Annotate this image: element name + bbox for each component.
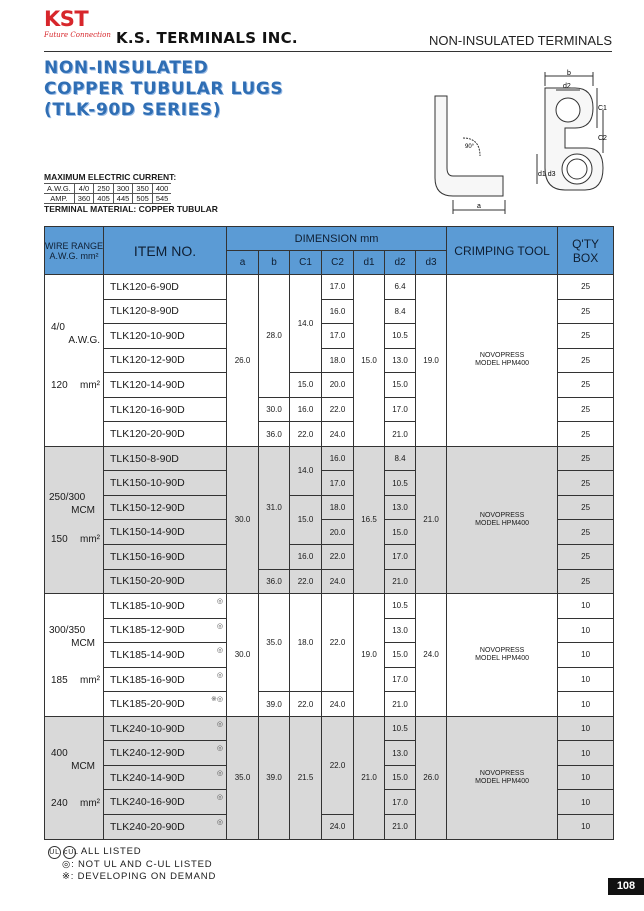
dim-b: 31.0 bbox=[259, 446, 290, 569]
item-no: TLK120-12-90D bbox=[104, 348, 227, 373]
title-line-2: COPPER TUBULAR LUGS bbox=[44, 79, 284, 99]
item-no bbox=[104, 765, 227, 790]
item-no bbox=[104, 815, 227, 840]
dim-c1: 16.0 bbox=[290, 397, 322, 422]
section-name: NON-INSULATED TERMINALS bbox=[429, 33, 612, 48]
company-name: K.S. TERMINALS INC. bbox=[116, 29, 298, 47]
dim-label-d1d3: d1 d3 bbox=[538, 171, 556, 178]
dim-label-b: b bbox=[567, 70, 571, 77]
tool-model: MODEL HPM400 bbox=[475, 777, 529, 785]
dim-c2: 17.0 bbox=[322, 275, 354, 300]
dim-c1: 18.0 bbox=[290, 594, 322, 692]
tool-name: NOVOPRESS bbox=[479, 352, 525, 360]
dim-c2: 22.0 bbox=[322, 594, 354, 692]
not-listed-mark: ◎ bbox=[216, 720, 223, 728]
dim-b: 39.0 bbox=[259, 692, 290, 717]
item-no: TLK150-12-90D bbox=[104, 495, 227, 520]
dim-c2: 22.0 bbox=[322, 716, 354, 814]
dim-b: 30.0 bbox=[259, 397, 290, 422]
dim-c1: 16.0 bbox=[290, 545, 322, 570]
title-line-3: (TLK-90D SERIES) bbox=[44, 100, 222, 120]
wire-mm-unit: mm² bbox=[80, 797, 100, 809]
item-no: TLK120-16-90D bbox=[104, 397, 227, 422]
product-table bbox=[44, 226, 614, 840]
qty: 25 bbox=[558, 275, 614, 300]
qty: 10 bbox=[558, 692, 614, 717]
dim-d1: 21.0 bbox=[354, 716, 385, 839]
tool-name: NOVOPRESS bbox=[479, 769, 525, 777]
awg-value: 350 bbox=[133, 184, 153, 194]
not-listed-mark: ◎ bbox=[216, 622, 223, 630]
amp-value: 545 bbox=[152, 194, 171, 204]
qty: 10 bbox=[558, 643, 614, 668]
not-listed-mark: ◎ bbox=[216, 647, 223, 655]
item-no bbox=[104, 790, 227, 815]
header-wire-range: WIRE RANGE A.W.G. mm² bbox=[45, 227, 104, 275]
item-no: TLK120-10-90D bbox=[104, 324, 227, 349]
dim-d2: 10.5 bbox=[385, 324, 416, 349]
not-listed-mark: ◎ bbox=[216, 598, 223, 606]
dim-d2: 15.0 bbox=[385, 373, 416, 398]
wire-range-cell bbox=[45, 446, 104, 593]
header-c2: C2 bbox=[322, 251, 354, 275]
awg-value: 400 bbox=[152, 184, 171, 194]
developing-mark: ※◎ bbox=[211, 696, 223, 704]
item-code: TLK185-14-90D bbox=[110, 648, 185, 661]
note-not-listed: ◎: NOT UL AND C-UL LISTED bbox=[62, 859, 213, 870]
not-listed-mark: ◎ bbox=[216, 745, 223, 753]
crimping-tool bbox=[447, 716, 558, 839]
item-no: TLK120-8-90D bbox=[104, 299, 227, 324]
qty: 10 bbox=[558, 618, 614, 643]
item-code: TLK240-20-90D bbox=[110, 820, 185, 833]
item-no: TLK150-10-90D bbox=[104, 471, 227, 496]
amp-label: AMP. bbox=[44, 194, 74, 204]
amp-value: 360 bbox=[74, 194, 94, 204]
wire-mm: 150 bbox=[51, 533, 68, 545]
not-listed-mark: ◎ bbox=[216, 819, 223, 827]
dim-c2: 24.0 bbox=[322, 815, 354, 840]
dim-d2: 17.0 bbox=[385, 545, 416, 570]
dim-c1: 22.0 bbox=[290, 569, 322, 594]
dim-c2: 20.0 bbox=[322, 373, 354, 398]
header-d1: d1 bbox=[354, 251, 385, 275]
wire-mm: 185 bbox=[51, 675, 68, 687]
kst-logo bbox=[44, 8, 111, 39]
dim-c1: 21.5 bbox=[290, 716, 322, 839]
lug-diagram bbox=[425, 68, 615, 218]
dim-d1: 15.0 bbox=[354, 275, 385, 447]
dim-c2: 22.0 bbox=[322, 545, 354, 570]
qty: 25 bbox=[558, 446, 614, 471]
qty: 10 bbox=[558, 667, 614, 692]
dim-d2: 8.4 bbox=[385, 299, 416, 324]
tool-name: NOVOPRESS bbox=[479, 646, 525, 654]
item-code: TLK185-16-90D bbox=[110, 673, 185, 686]
dim-label-a: a bbox=[477, 203, 481, 210]
dim-d2: 17.0 bbox=[385, 667, 416, 692]
tool-name: NOVOPRESS bbox=[479, 511, 525, 519]
header-d3: d3 bbox=[416, 251, 447, 275]
qty: 10 bbox=[558, 765, 614, 790]
dim-d2: 13.0 bbox=[385, 741, 416, 766]
title-line-1: NON-INSULATED bbox=[44, 58, 209, 78]
wire-awg-unit: MCM bbox=[71, 760, 95, 772]
max-current-label: MAXIMUM ELECTRIC CURRENT: bbox=[44, 172, 177, 182]
dim-c2: 16.0 bbox=[322, 446, 354, 471]
qty: 25 bbox=[558, 299, 614, 324]
dim-c2: 16.0 bbox=[322, 299, 354, 324]
note-all-listed bbox=[48, 846, 216, 859]
qty: 10 bbox=[558, 594, 614, 619]
qty: 10 bbox=[558, 815, 614, 840]
item-no: TLK120-20-90D bbox=[104, 422, 227, 447]
awg-value: 4/0 bbox=[74, 184, 94, 194]
item-no bbox=[104, 594, 227, 619]
item-no bbox=[104, 692, 227, 717]
item-no: TLK150-16-90D bbox=[104, 545, 227, 570]
dim-c2: 24.0 bbox=[322, 569, 354, 594]
wire-range-cell bbox=[45, 716, 104, 839]
not-listed-mark: ◎ bbox=[216, 769, 223, 777]
item-code: TLK240-14-90D bbox=[110, 771, 185, 784]
table-row bbox=[45, 275, 614, 300]
dim-d2: 15.0 bbox=[385, 765, 416, 790]
dim-c2: 24.0 bbox=[322, 692, 354, 717]
note-developing: ※: DEVELOPING ON DEMAND bbox=[62, 870, 217, 882]
wire-awg: 250/300 bbox=[49, 491, 86, 503]
item-code: TLK185-12-90D bbox=[110, 624, 185, 637]
wire-mm: 120 bbox=[51, 380, 68, 391]
wire-awg: 400 bbox=[51, 747, 68, 759]
qty: 10 bbox=[558, 741, 614, 766]
crimping-tool bbox=[447, 275, 558, 447]
qty: 25 bbox=[558, 324, 614, 349]
dim-d2: 21.0 bbox=[385, 569, 416, 594]
wire-awg: 300/350 bbox=[49, 625, 86, 637]
dim-c1: 15.0 bbox=[290, 373, 322, 398]
item-code: TLK240-16-90D bbox=[110, 796, 185, 809]
qty: 25 bbox=[558, 348, 614, 373]
qty: 25 bbox=[558, 422, 614, 447]
dim-d3: 24.0 bbox=[416, 594, 447, 717]
dim-d2: 13.0 bbox=[385, 495, 416, 520]
dim-d2: 8.4 bbox=[385, 446, 416, 471]
wire-awg: 4/0 bbox=[51, 322, 65, 333]
page-title bbox=[44, 58, 283, 121]
wire-awg-unit: MCM bbox=[71, 504, 95, 516]
header-divider bbox=[44, 51, 612, 52]
dim-d3: 19.0 bbox=[416, 275, 447, 447]
dim-label-c2: C2 bbox=[598, 135, 607, 142]
not-listed-mark: ◎ bbox=[216, 794, 223, 802]
page-number: 108 bbox=[608, 878, 644, 895]
dim-c2: 18.0 bbox=[322, 348, 354, 373]
dim-d2: 6.4 bbox=[385, 275, 416, 300]
wire-mm-unit: mm² bbox=[80, 533, 100, 545]
qty: 25 bbox=[558, 495, 614, 520]
tool-model: MODEL HPM400 bbox=[475, 360, 529, 368]
dim-d2: 15.0 bbox=[385, 643, 416, 668]
header-a: a bbox=[227, 251, 259, 275]
dim-c2: 17.0 bbox=[322, 471, 354, 496]
dim-b: 28.0 bbox=[259, 275, 290, 398]
note-text: ALL LISTED bbox=[80, 846, 142, 857]
dim-b: 35.0 bbox=[259, 594, 290, 692]
dim-b: 36.0 bbox=[259, 569, 290, 594]
cul-listed-icon: cUL bbox=[63, 846, 76, 859]
dim-d2: 21.0 bbox=[385, 815, 416, 840]
spec-block bbox=[44, 172, 218, 215]
item-no bbox=[104, 716, 227, 741]
qty: 25 bbox=[558, 520, 614, 545]
current-table bbox=[44, 183, 171, 204]
tool-model: MODEL HPM400 bbox=[475, 654, 529, 662]
dim-c2: 20.0 bbox=[322, 520, 354, 545]
qty: 25 bbox=[558, 373, 614, 398]
logo-tagline: Future Connection bbox=[44, 31, 111, 39]
dim-b: 39.0 bbox=[259, 716, 290, 839]
dim-d2: 17.0 bbox=[385, 790, 416, 815]
qty: 25 bbox=[558, 471, 614, 496]
dim-c1: 15.0 bbox=[290, 495, 322, 544]
item-no: TLK120-14-90D bbox=[104, 373, 227, 398]
dim-d2: 17.0 bbox=[385, 397, 416, 422]
item-code: TLK240-10-90D bbox=[110, 722, 185, 735]
header-crimping-tool: CRIMPING TOOL bbox=[447, 227, 558, 275]
crimping-tool bbox=[447, 446, 558, 593]
dim-d2: 21.0 bbox=[385, 422, 416, 447]
dim-a: 30.0 bbox=[227, 446, 259, 593]
dim-d2: 10.5 bbox=[385, 471, 416, 496]
dim-d2: 13.0 bbox=[385, 348, 416, 373]
terminal-material: TERMINAL MATERIAL: COPPER TUBULAR bbox=[44, 204, 218, 214]
item-code: TLK185-10-90D bbox=[110, 599, 185, 612]
not-listed-mark: ◎ bbox=[216, 671, 223, 679]
footnotes bbox=[48, 846, 216, 882]
ul-listed-icon: UL bbox=[48, 846, 61, 859]
dim-d2: 10.5 bbox=[385, 716, 416, 741]
header-b: b bbox=[259, 251, 290, 275]
wire-range-cell bbox=[45, 594, 104, 717]
awg-label: A.W.G. bbox=[44, 184, 74, 194]
dim-label-angle: 90° bbox=[465, 144, 475, 150]
dim-d1: 16.5 bbox=[354, 446, 385, 593]
dim-d2: 15.0 bbox=[385, 520, 416, 545]
wire-awg-unit: MCM bbox=[71, 638, 95, 650]
qty: 10 bbox=[558, 716, 614, 741]
item-no: TLK150-14-90D bbox=[104, 520, 227, 545]
dim-c2: 24.0 bbox=[322, 422, 354, 447]
amp-value: 505 bbox=[133, 194, 153, 204]
item-code: TLK185-20-90D bbox=[110, 698, 185, 711]
dim-label-c1: C1 bbox=[598, 105, 607, 112]
header-qty-box: Q'TY BOX bbox=[558, 227, 614, 275]
item-no: TLK120-6-90D bbox=[104, 275, 227, 300]
dim-a: 26.0 bbox=[227, 275, 259, 447]
dim-a: 30.0 bbox=[227, 594, 259, 717]
amp-value: 405 bbox=[94, 194, 114, 204]
dim-label-d2: d2 bbox=[563, 83, 571, 90]
header-item-no: ITEM NO. bbox=[104, 227, 227, 275]
item-code: TLK240-12-90D bbox=[110, 747, 185, 760]
item-no: TLK150-20-90D bbox=[104, 569, 227, 594]
dim-c1: 22.0 bbox=[290, 422, 322, 447]
wire-mm-unit: mm² bbox=[80, 380, 100, 391]
dim-d3: 21.0 bbox=[416, 446, 447, 593]
table-row bbox=[45, 446, 614, 471]
item-no bbox=[104, 741, 227, 766]
header-d2: d2 bbox=[385, 251, 416, 275]
qty: 25 bbox=[558, 397, 614, 422]
item-no: TLK150-8-90D bbox=[104, 446, 227, 471]
wire-mm: 240 bbox=[51, 797, 68, 809]
dim-a: 35.0 bbox=[227, 716, 259, 839]
dim-d2: 21.0 bbox=[385, 692, 416, 717]
dim-d2: 10.5 bbox=[385, 594, 416, 619]
dim-c1: 14.0 bbox=[290, 275, 322, 373]
item-no bbox=[104, 643, 227, 668]
dim-c2: 17.0 bbox=[322, 324, 354, 349]
dim-c1: 14.0 bbox=[290, 446, 322, 495]
qty: 10 bbox=[558, 790, 614, 815]
amp-value: 445 bbox=[113, 194, 133, 204]
wire-range-cell bbox=[45, 275, 104, 447]
tool-model: MODEL HPM400 bbox=[475, 519, 529, 527]
dim-c1: 22.0 bbox=[290, 692, 322, 717]
table-row bbox=[45, 716, 614, 741]
dim-d1: 19.0 bbox=[354, 594, 385, 717]
awg-value: 250 bbox=[94, 184, 114, 194]
wire-awg-unit: A.W.G. bbox=[68, 335, 100, 346]
wire-mm-unit: mm² bbox=[80, 675, 100, 687]
dim-d3: 26.0 bbox=[416, 716, 447, 839]
dim-b: 36.0 bbox=[259, 422, 290, 447]
dim-c2: 22.0 bbox=[322, 397, 354, 422]
crimping-tool bbox=[447, 594, 558, 717]
item-no bbox=[104, 667, 227, 692]
header-dimension: DIMENSION mm bbox=[227, 227, 447, 251]
item-no bbox=[104, 618, 227, 643]
dim-c2: 18.0 bbox=[322, 495, 354, 520]
awg-value: 300 bbox=[113, 184, 133, 194]
qty: 25 bbox=[558, 569, 614, 594]
qty: 25 bbox=[558, 545, 614, 570]
table-row bbox=[45, 594, 614, 619]
dim-d2: 13.0 bbox=[385, 618, 416, 643]
header-c1: C1 bbox=[290, 251, 322, 275]
logo-text: KST bbox=[44, 7, 89, 31]
